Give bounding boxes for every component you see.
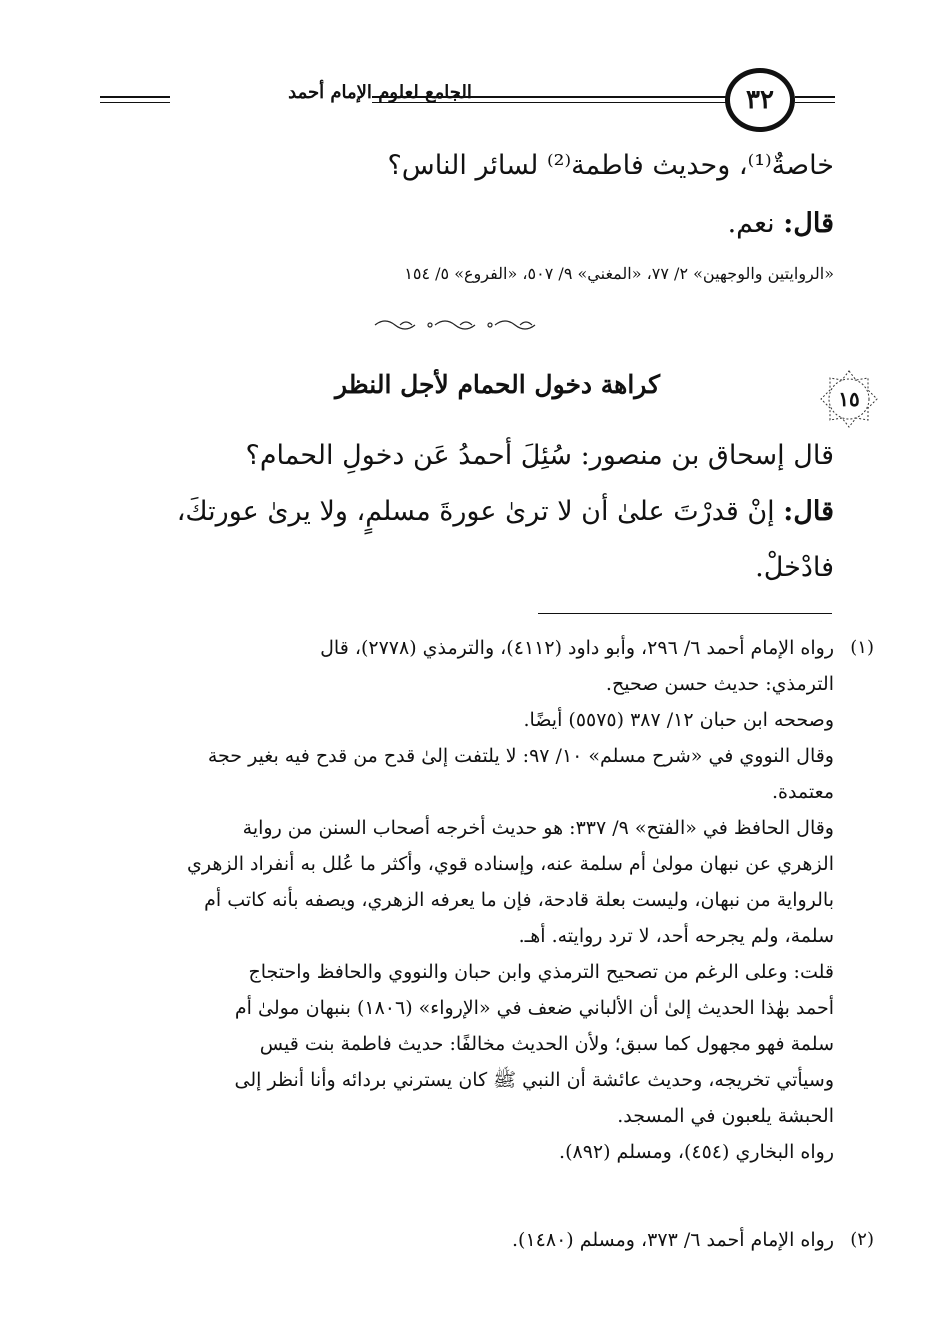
body-line-1: خاصةٌ⁽¹⁾، وحديث فاطمة⁽²⁾ لسائر الناس؟ bbox=[387, 150, 834, 181]
footnote-line: رواه الإمام أحمد ٦/ ٣٧٣، ومسلم (١٤٨٠). bbox=[512, 1229, 834, 1251]
page-number: ٣٢ bbox=[725, 68, 795, 132]
answer-text: نعم. bbox=[727, 208, 775, 239]
footnote-line: رواه البخاري (٤٥٤)، ومسلم (٨٩٢). bbox=[559, 1141, 834, 1163]
response-line-1 bbox=[100, 496, 834, 527]
question-line: قال إسحاق بن منصور: سُئِلَ أحمدُ عَن دخولِ الحمام؟ bbox=[245, 440, 834, 471]
header-rule-left-thin bbox=[100, 102, 170, 103]
footnote-line: أحمد بهٰذا الحديث إلىٰ أن الألباني ضعف في «الإرواء» (١٨٠٦) بنبهان مولىٰ أم bbox=[234, 997, 834, 1019]
footnote-line: الزهري عن نبهان مولىٰ أم سلمة عنه، وإسناده قوي، وأكثر ما عُلل به أنفراد الزهري bbox=[187, 853, 834, 875]
footnote-2 bbox=[100, 1222, 874, 1258]
answer-label: قال: bbox=[783, 208, 834, 239]
footnote-line: الترمذي: حديث حسن صحيح. bbox=[605, 673, 834, 695]
footnote-line: بالرواية من نبهان، وليست بعلة قادحة، فإن ما يعرفه الزهري، ويصفه بأنه كاتب أم bbox=[204, 889, 834, 911]
response-text: إنْ قدرْتَ علىٰ أن لا ترىٰ عورةَ مسلمٍ، ولا يرىٰ عورتكَ، bbox=[176, 496, 775, 527]
footnote-1-mark: (١) bbox=[850, 637, 874, 658]
response-line-2: فادْخلْ. bbox=[755, 552, 834, 583]
star-medallion-icon bbox=[818, 368, 880, 430]
references-line: «الروايتين والوجهين» ٢/ ٧٧، «المغني» ٩/ ٥٠٧، «الفروع» ٥/ ١٥٤ bbox=[404, 264, 834, 283]
footnote-line: الحبشة يلعبون في المسجد. bbox=[617, 1105, 834, 1127]
running-title: الجامع لعلوم الإمام أحمد bbox=[280, 82, 480, 103]
footnote-line: وقال الحافظ في «الفتح» ٩/ ٣٣٧: هو حديث أخرجه أصحاب السنن من رواية bbox=[242, 817, 834, 839]
footnote-line: سلمة، ولم يجرحه أحد، لا ترد روايته. أهـ. bbox=[518, 925, 834, 947]
section-number: ١٥ bbox=[838, 387, 860, 411]
answer-line bbox=[100, 208, 834, 239]
section-title: كراهة دخول الحمام لأجل النظر bbox=[334, 370, 660, 399]
footnote-2-mark: (٢) bbox=[850, 1229, 874, 1250]
header-rule-middle-thin bbox=[372, 102, 727, 103]
header-rule-right-thin bbox=[795, 102, 835, 103]
footnote-line: وقال النووي في «شرح مسلم» ١٠/ ٩٧: لا يلتفت إلىٰ قدح من قدح فيه بغير حجة bbox=[207, 745, 834, 767]
footnote-1 bbox=[100, 630, 874, 1170]
footnote-line: وصححه ابن حبان ١٢/ ٣٨٧ (٥٥٧٥) أيضًا. bbox=[523, 709, 834, 731]
footnote-separator bbox=[538, 613, 832, 614]
header-rule-middle bbox=[372, 96, 727, 98]
footnote-line: قلت: وعلى الرغم من تصحيح الترمذي وابن حبان والنووي والحافظ واحتجاج bbox=[248, 961, 834, 983]
response-label: قال: bbox=[783, 496, 834, 527]
header-rule-left bbox=[100, 96, 170, 98]
footnote-line: معتمدة. bbox=[771, 781, 834, 803]
page-header bbox=[100, 60, 840, 140]
decorative-divider-icon bbox=[370, 318, 560, 332]
footnote-line: وسيأتي تخريجه، وحديث عائشة أن النبي ﷺ كان يسترني بردائه وأنا أنظر إلى bbox=[234, 1069, 834, 1091]
footnote-line: رواه الإمام أحمد ٦/ ٢٩٦، وأبو داود (٤١١٢)، والترمذي (٢٧٧٨)، قال bbox=[320, 637, 834, 659]
header-rule-right bbox=[795, 96, 835, 98]
footnote-line: سلمة فهو مجهول كما سبق؛ ولأن الحديث مخالفًا: حديث فاطمة بنت قيس bbox=[259, 1033, 834, 1055]
